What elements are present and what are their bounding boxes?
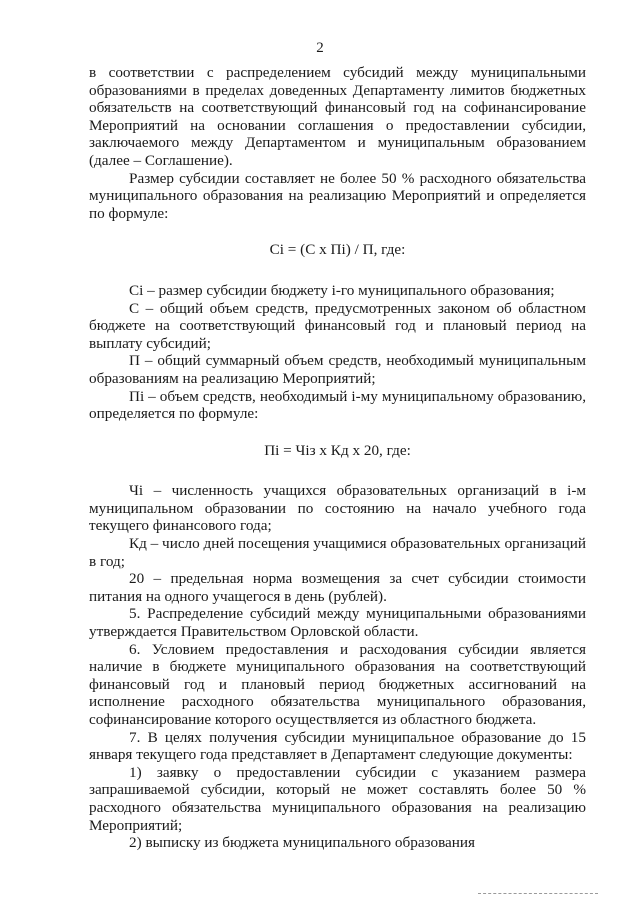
definition-pi: Пi – объем средств, необходимый i-му муниципальному образованию, определяется по формуле: (89, 387, 586, 423)
clause-7-item-2: 2) выписку из бюджета муниципального образования (129, 834, 476, 852)
paragraph-subsidy-size: Размер субсидии составляет не более 50 % расходного обязательства муниципального образования на реализацию Мероприятий и определяется по формуле: (89, 169, 586, 222)
definition-ci: Ci – размер субсидии бюджету i-го муниципального образования; (129, 281, 555, 299)
definition-20: 20 – предельная норма возмещения за счет субсидии стоимости питания на одного учащегося в день (рублей). (89, 570, 586, 605)
definition-p: П – общий суммарный объем средств, необходимый муниципальным образованиям на реализацию Мероприятий; (89, 352, 586, 387)
footer-divider (478, 893, 598, 894)
definition-chi: Чi – численность учащихся образовательных организаций в i-м муниципальном образовании по состоянию на начало учебного года текущего финансового года; (89, 482, 586, 535)
document-body (89, 64, 586, 852)
clause-5: 5. Распределение субсидий между муниципальными образованиями утверждается Правительством Орловской области. (89, 605, 586, 641)
page-number: 2 (316, 40, 324, 56)
clause-7-item-1: 1) заявку о предоставлении субсидии с указанием размера запрашиваемой субсидии, который не может составлять более 50 % расходного обязательства муниципального образования на реализацию Мероприятий; (89, 763, 586, 834)
paragraph-continuation: в соответствии с распределением субсидий между муниципальными образованиями в пределах доведенных Департаменту лимитов бюджетных обязательств на соответствующий финансовый год на софинансирование Мероприятий на основании соглашения о предоставлении субсидии, заключаемого между Департаментом и муниципальным образованием (далее – Соглашение). (89, 64, 586, 169)
formula-subsidy: Ci = (С х Пi) / П, где: (269, 241, 406, 259)
clause-7: 7. В целях получения субсидии муниципальное образование до 15 января текущего года представляет в Департамент следующие документы: (89, 728, 586, 764)
definition-kd: Кд – число дней посещения учащимися образовательных организаций в год; (89, 535, 586, 570)
formula-pi: Пi = Чiз х Кд х 20, где: (264, 441, 411, 459)
clause-6: 6. Условием предоставления и расходования субсидии является наличие в бюджете муниципального образования на соответствующий финансовый год и плановый период бюджетных ассигнований на исполнение расходного обязательства муниципального образования, софинансирование которого осуществляется из областного бюджета. (89, 640, 586, 728)
definition-c: С – общий объем средств, предусмотренных законом об областном бюджете на соответствующий финансовый год и плановый период на выплату субсидий; (89, 299, 586, 352)
